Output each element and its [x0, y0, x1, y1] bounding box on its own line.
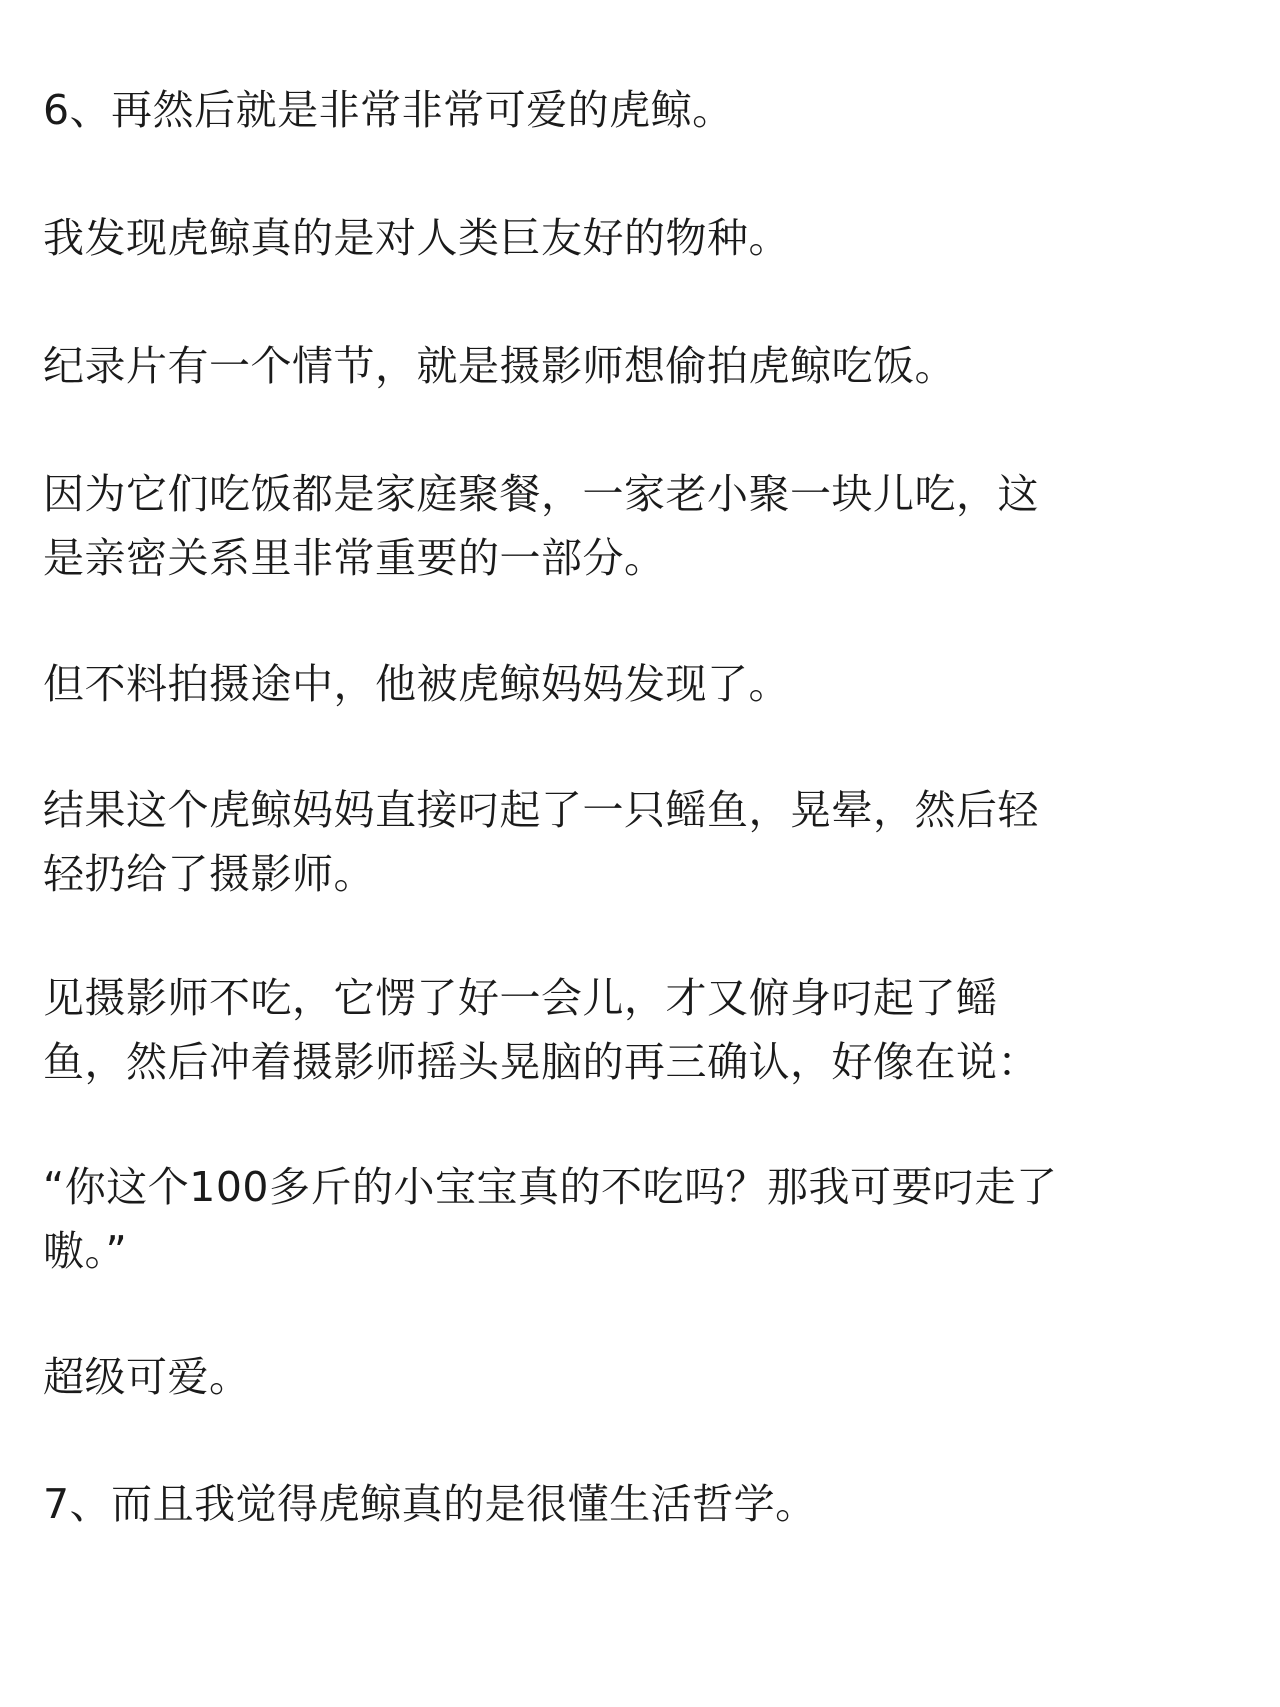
paragraph-line: 是亲密关系里非常重要的一部分。 — [43, 534, 666, 582]
paragraph-line: “你这个100多斤的小宝宝真的不吃吗？那我可要叼走了 — [43, 1163, 1058, 1211]
paragraph-line: 嗷。” — [43, 1227, 128, 1275]
paragraph-line: 我发现虎鲸真的是对人类巨友好的物种。 — [43, 214, 790, 262]
cut-off-previous-line — [0, 0, 1280, 8]
paragraph-line: 轻扔给了摄影师。 — [43, 850, 375, 898]
paragraph-6 — [43, 778, 1039, 906]
paragraph-7 — [43, 966, 1039, 1094]
paragraph-line: 因为它们吃饭都是家庭聚餐，一家老小聚一块儿吃，这 — [43, 470, 1039, 518]
paragraph-line: 纪录片有一个情节，就是摄影师想偷拍虎鲸吃饭。 — [43, 342, 956, 390]
paragraph-line: 鱼，然后冲着摄影师摇头晃脑的再三确认，好像在说： — [43, 1038, 1039, 1086]
paragraph-line: 6、再然后就是非常非常可爱的虎鲸。 — [43, 86, 734, 134]
paragraph-4 — [43, 462, 1039, 590]
paragraph-3 — [43, 334, 956, 398]
paragraph-5 — [43, 652, 790, 716]
paragraph-9 — [43, 1345, 251, 1409]
paragraph-line: 但不料拍摄途中，他被虎鲸妈妈发现了。 — [43, 660, 790, 708]
paragraph-line: 见摄影师不吃，它愣了好一会儿，才又俯身叼起了鳐 — [43, 974, 998, 1022]
paragraph-line: 超级可爱。 — [43, 1353, 251, 1401]
paragraph-line: 结果这个虎鲸妈妈直接叼起了一只鳐鱼，晃晕，然后轻 — [43, 786, 1039, 834]
paragraph-2 — [43, 206, 790, 270]
bottom-fade-overlay — [0, 1655, 1280, 1707]
paragraph-line: 7、而且我觉得虎鲸真的是很懂生活哲学。 — [43, 1480, 817, 1528]
paragraph-1 — [43, 78, 734, 142]
paragraph-10 — [43, 1472, 817, 1536]
paragraph-8 — [43, 1155, 1058, 1283]
